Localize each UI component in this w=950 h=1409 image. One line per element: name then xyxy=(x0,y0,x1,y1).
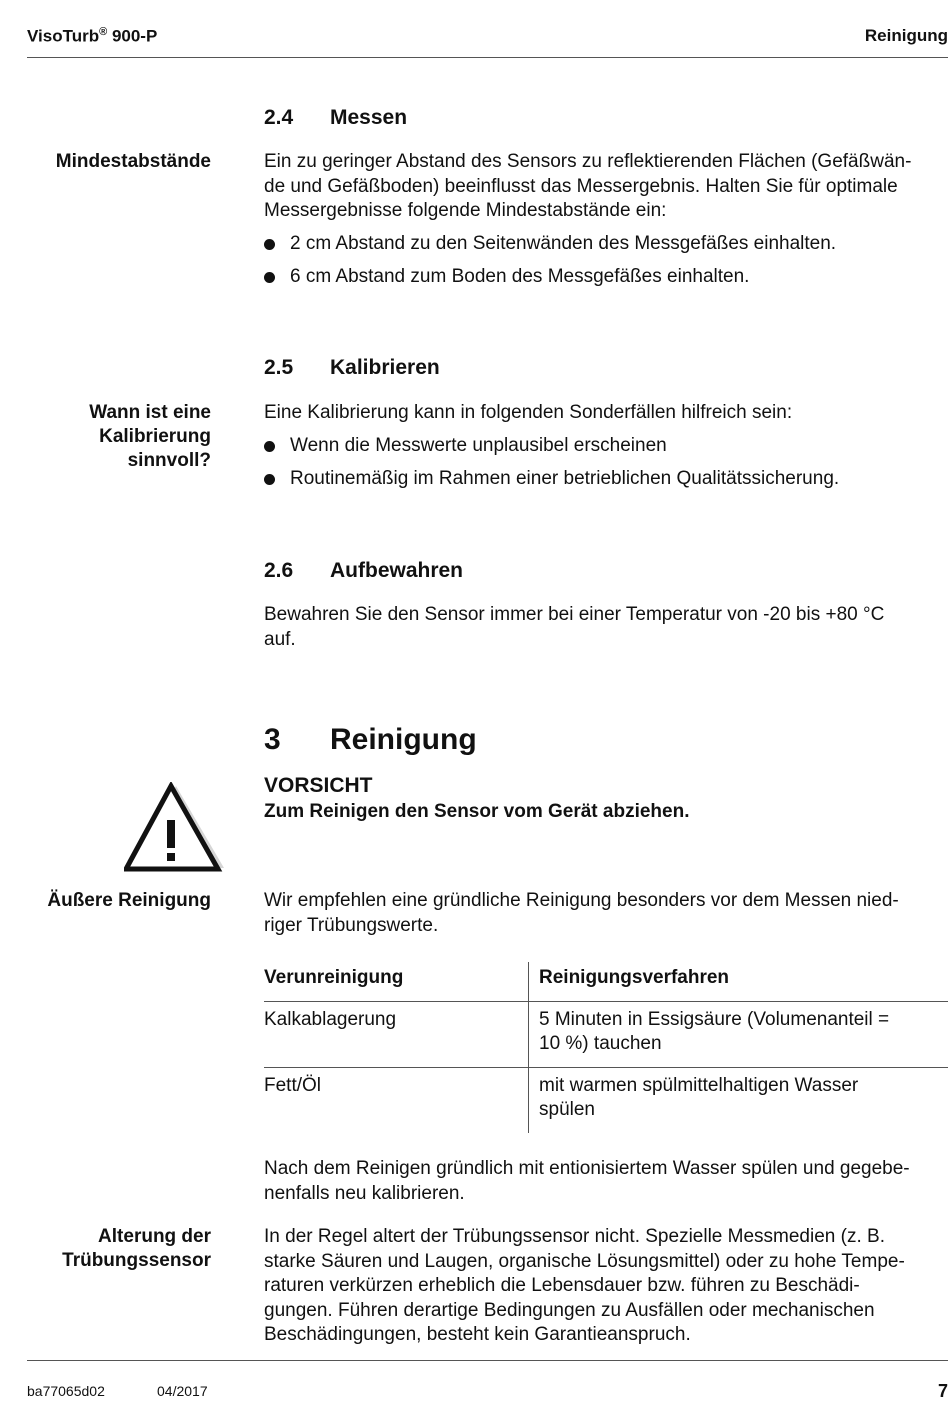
table-cell: Kalkablagerung xyxy=(264,1001,529,1067)
table-header-cell: Verunreinigung xyxy=(264,962,529,1001)
paragraph-aufbewahren: Bewahren Sie den Sensor immer bei einer Temperatur von -20 bis +80 °C auf. xyxy=(264,604,885,650)
header-section-title: Reinigung xyxy=(864,26,948,45)
paragraph-mindestabstaende: Ein zu geringer Abstand des Sensors zu reflektierenden Flächen (Gefäßwän- de und Gefäßboden) beeinflusst das Messergebnis. Halten Sie für optimale Messergebnisse folgende Mindestabstände ein: xyxy=(264,151,912,221)
caution-title: VORSICHT xyxy=(264,774,373,797)
warning-icon xyxy=(124,782,226,874)
section-heading-2-6: 2.6 Aufbewahren xyxy=(264,559,464,582)
table-cell: Fett/Öl xyxy=(264,1074,322,1096)
header-divider xyxy=(27,57,948,58)
caution-text: Zum Reinigen den Sensor vom Gerät abziehen. xyxy=(264,801,690,822)
table-header-row xyxy=(264,962,948,1001)
table-cell: 5 Minuten in Essigsäure (Volumenanteil = 10 %) tauchen xyxy=(529,1001,949,1067)
table-cell: mit warmen spülmittelhaltigen Wasser spülen xyxy=(529,1067,949,1133)
table-row xyxy=(264,1067,948,1133)
side-label-mindestabstaende: Mindestabstände xyxy=(55,151,211,172)
chapter-heading-3: 3 Reinigung xyxy=(264,723,477,756)
side-label-aeussere-reinigung: Äußere Reinigung xyxy=(47,890,211,911)
table-header-cell: Reinigungsverfahren xyxy=(529,962,949,1001)
footer-divider xyxy=(27,1360,948,1361)
side-label-alterung: Alterung der Trübungssensor xyxy=(62,1226,211,1271)
paragraph-nach-reinigung: Nach dem Reinigen gründlich mit entionisiertem Wasser spülen und gegebe- nenfalls neu kalibrieren. xyxy=(264,1158,910,1204)
page-number: 7 xyxy=(937,1381,948,1401)
section-heading-2-4: 2.4 Messen xyxy=(264,106,408,129)
cleaning-table xyxy=(264,962,948,1133)
header-product-title: VisoTurb® 900-P xyxy=(27,26,158,46)
paragraph-aeussere-reinigung: Wir empfehlen eine gründliche Reinigung besonders vor dem Messen nied- riger Trübungswerte. xyxy=(264,890,899,936)
section-heading-2-5: 2.5 Kalibrieren xyxy=(264,356,440,379)
footer-doc-id: ba77065d02 xyxy=(27,1383,105,1399)
paragraph-alterung: In der Regel altert der Trübungssensor nicht. Spezielle Messmedien (z. B. starke Säuren und Laugen, organische Lösungsmittel) oder zu hohe Tempe- raturen verkürzen erheblich die Lebensdauer bzw. führen zu Beschädi- gungen. Führen derartige Bedingungen zu Ausfällen oder mechanischen Beschädingungen, besteht kein Garantieanspruch. xyxy=(264,1226,905,1345)
table-row xyxy=(264,1001,948,1067)
paragraph-kalibrierung: Eine Kalibrierung kann in folgenden Sonderfällen hilfreich sein: xyxy=(264,402,793,423)
footer-date: 04/2017 xyxy=(157,1383,208,1399)
side-label-kalibrierung: Wann ist eine Kalibrierung sinnvoll? xyxy=(89,402,211,471)
